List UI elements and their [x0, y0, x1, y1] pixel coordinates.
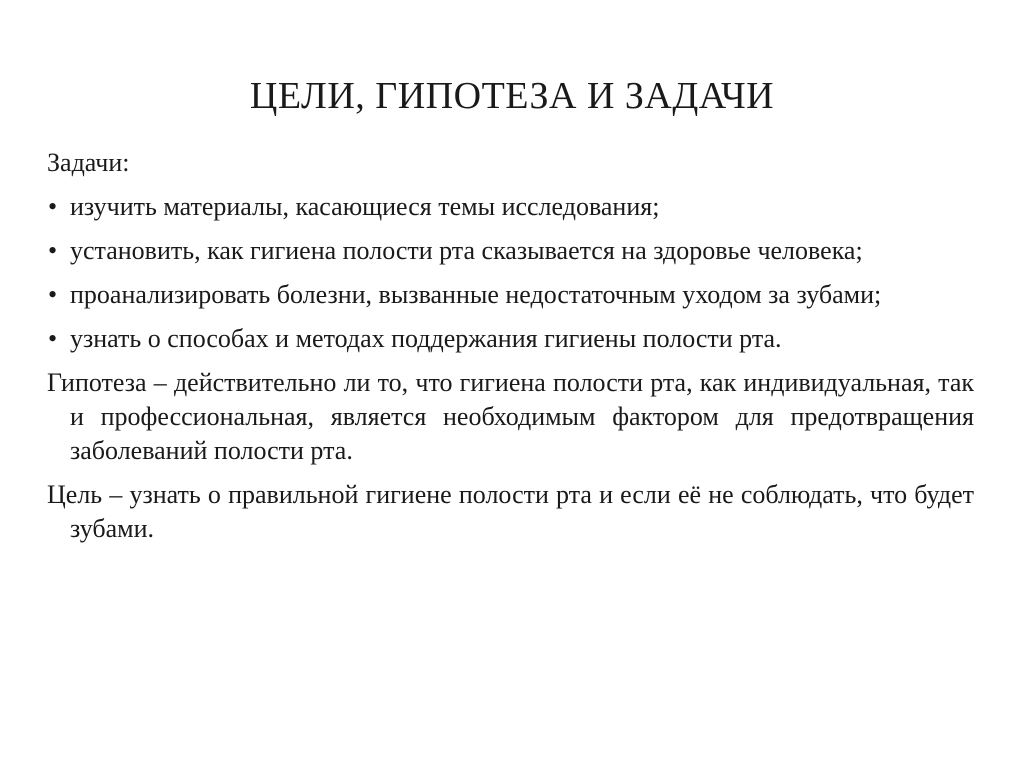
bullet-icon: • [48, 280, 58, 309]
bullet-icon: • [48, 236, 58, 265]
goal-paragraph: Цель – узнать о правильной гигиене полости рта и если её не соблюдать, что будет зубами. [47, 480, 974, 543]
task-text: установить, как гигиена полости рта сказывается на здоровье человека; [70, 236, 863, 265]
task-text: узнать о способах и методах поддержания гигиены полости рта. [70, 324, 782, 353]
tasks-heading: Задачи: [47, 148, 130, 177]
task-text: проанализировать болезни, вызванные недостаточным уходом за зубами; [70, 280, 882, 309]
bullet-icon: • [48, 192, 58, 221]
slide-title: ЦЕЛИ, ГИПОТЕЗА И ЗАДАЧИ [249, 75, 775, 117]
slide-body [47, 146, 974, 556]
task-item [47, 234, 974, 268]
task-item [47, 190, 974, 224]
task-item [47, 322, 974, 356]
task-item [47, 278, 974, 312]
task-text: изучить материалы, касающиеся темы исследования; [70, 192, 660, 221]
hypothesis-paragraph: Гипотеза – действительно ли то, что гигиена полости рта, как индивидуальная, так и профессиональная, является необходимым фактором для предотвращения заболеваний полости рта. [47, 368, 974, 465]
bullet-icon: • [48, 324, 58, 353]
